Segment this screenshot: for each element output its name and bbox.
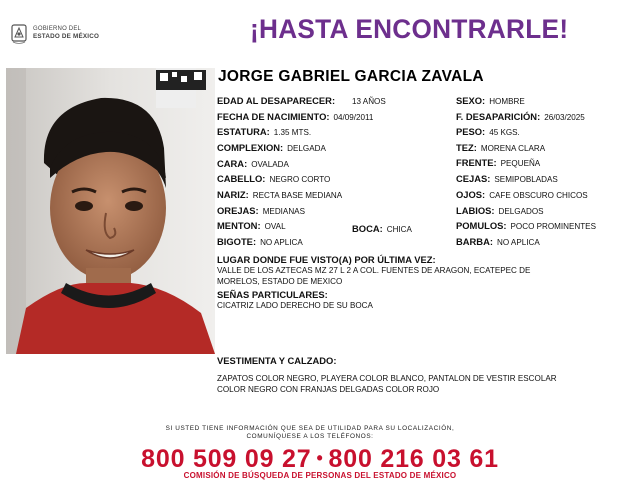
photo-illustration bbox=[6, 68, 215, 354]
phone-2[interactable]: 800 216 03 61 bbox=[328, 445, 499, 473]
lugar-text bbox=[217, 265, 627, 287]
field-pomulos: POMULOS: POCO PROMINENTES bbox=[456, 220, 596, 231]
comision-text: COMISIÓN DE BÚSQUEDA DE PERSONAS DEL ESTADO DE MÉXICO bbox=[183, 471, 457, 480]
qr-code-icon bbox=[156, 70, 206, 90]
phone-separator: • bbox=[316, 448, 324, 468]
field-menton: MENTON: OVAL bbox=[217, 220, 286, 231]
field-label: EDAD AL DESAPARECER: bbox=[217, 95, 336, 106]
field-cara: CARA: OVALADA bbox=[217, 158, 289, 169]
logo-line-1: GOBIERNO DEL bbox=[33, 26, 82, 32]
field-cabello: CABELLO: NEGRO CORTO bbox=[217, 173, 331, 184]
field-boca: BOCA: CHICA bbox=[352, 223, 412, 234]
field-frente: FRENTE: PEQUEÑA bbox=[456, 157, 541, 168]
footer-info bbox=[0, 425, 620, 441]
field-edad bbox=[217, 95, 339, 107]
field-fecha-nacimiento: FECHA DE NACIMIENTO: 04/09/2011 bbox=[217, 111, 374, 122]
footer-info-line-1: SI USTED TIENE INFORMACIÓN QUE SEA DE UTILIDAD PARA SU LOCALIZACIÓN, bbox=[165, 425, 455, 432]
field-orejas: OREJAS: MEDIANAS bbox=[217, 205, 305, 216]
vestimenta-label: VESTIMENTA Y CALZADO: bbox=[217, 355, 337, 366]
lugar-line-1: VALLE DE LOS AZTECAS MZ 27 L 2 A COL. FUENTES DE ARAGON, ECATEPEC DE bbox=[217, 266, 531, 275]
field-tez: TEZ: MORENA CLARA bbox=[456, 142, 546, 153]
field-nariz: NARIZ: RECTA BASE MEDIANA bbox=[217, 189, 343, 200]
senas-label: SEÑAS PARTICULARES: bbox=[217, 289, 328, 300]
person-photo bbox=[6, 68, 215, 354]
vestimenta-line-2: COLOR NEGRO CON FRANJAS DELGADAS COLOR ROJO bbox=[217, 385, 440, 394]
field-bigote: BIGOTE: NO APLICA bbox=[217, 236, 303, 247]
field-labios: LABIOS: DELGADOS bbox=[456, 205, 544, 216]
vestimenta-text bbox=[217, 373, 632, 395]
phone-numbers bbox=[0, 445, 640, 474]
field-estatura: ESTATURA: 1.35 MTS. bbox=[217, 126, 312, 137]
field-peso: PESO: 45 KGS. bbox=[456, 126, 520, 137]
lugar-line-2: MORELOS, ESTADO DE MEXICO bbox=[217, 277, 343, 286]
phone-1[interactable]: 800 509 09 27 bbox=[141, 445, 312, 473]
field-fecha-desaparicion: F. DESAPARICIÓN: 26/03/2025 bbox=[456, 111, 585, 122]
field-cejas: CEJAS: SEMIPOBLADAS bbox=[456, 173, 558, 184]
field-barba: BARBA: NO APLICA bbox=[456, 236, 540, 247]
vestimenta-line-1: ZAPATOS COLOR NEGRO, PLAYERA COLOR BLANCO, PANTALON DE VESTIR ESCOLAR bbox=[217, 374, 557, 383]
field-complexion: COMPLEXION: DELGADA bbox=[217, 142, 326, 153]
footer-info-line-2: COMUNÍQUESE A LOS TELÉFONOS: bbox=[246, 433, 374, 440]
person-name: JORGE GABRIEL GARCIA ZAVALA bbox=[218, 68, 484, 85]
page-title: ¡HASTA ENCONTRARLE! bbox=[250, 14, 569, 44]
logo-line-2: ESTADO DE MÉXICO bbox=[33, 33, 100, 40]
government-logo bbox=[10, 20, 120, 46]
field-ojos: OJOS: CAFE OBSCURO CHICOS bbox=[456, 189, 588, 200]
senas-text: CICATRIZ LADO DERECHO DE SU BOCA bbox=[217, 301, 373, 310]
field-sexo: SEXO: HOMBRE bbox=[456, 95, 525, 106]
state-crest-icon bbox=[10, 22, 28, 44]
lugar-label: LUGAR DONDE FUE VISTO(A) POR ÚLTIMA VEZ: bbox=[217, 254, 436, 265]
field-edad-value: 13 AÑOS bbox=[352, 97, 386, 106]
